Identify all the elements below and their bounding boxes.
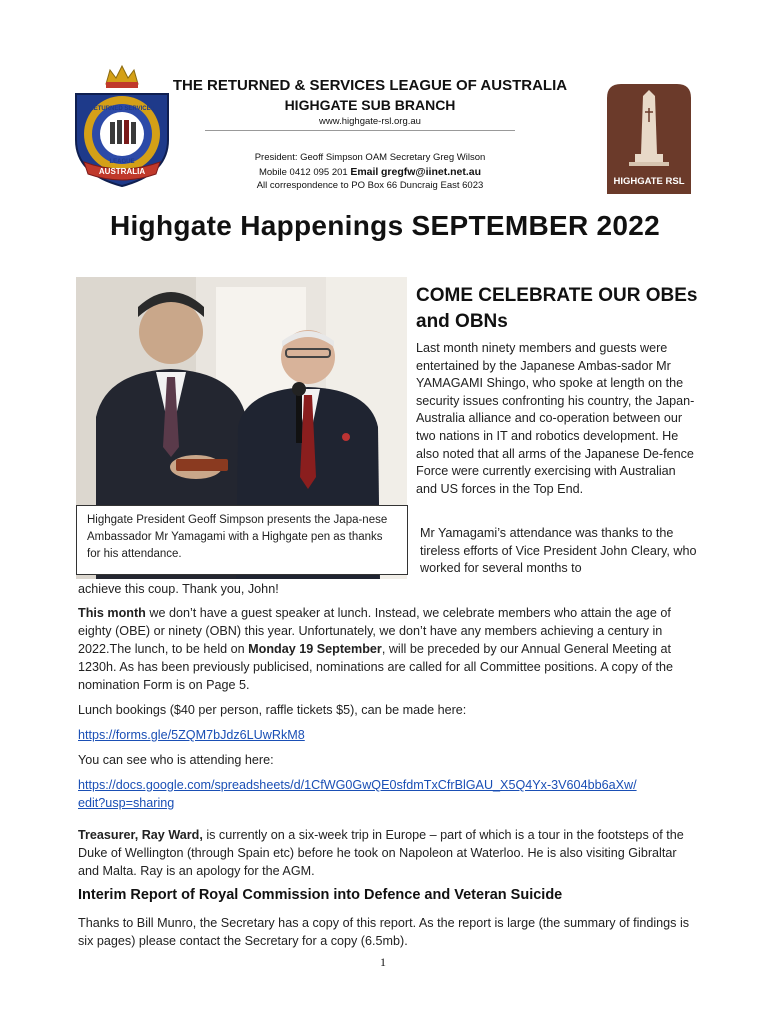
highgate-badge-label: HIGHGATE RSL [613,176,685,187]
mobile-text: Mobile 0412 095 201 [258,167,348,178]
email-label: Email [350,166,379,178]
royal-commission-heading: Interim Report of Royal Commission into Defence and Veteran Suicide [78,887,563,903]
this-month-lead: This month [78,606,146,620]
contact-line [150,165,590,180]
article-heading: COME CELEBRATE OUR OBEs and OBNs [416,285,698,332]
treasurer-lead: Treasurer, Ray Ward, [78,828,203,842]
header-divider [205,130,515,131]
correspondence-line: All correspondence to PO Box 66 Duncraig East 6023 [256,180,484,191]
treasurer-paragraph [78,826,698,880]
article-para-2: Mr Yamagami’s attendance was thanks to the tireless efforts of Vice President John Cleary, who worked for several months to [420,526,697,576]
rsl-banner-text: AUSTRALIA [98,167,146,176]
article-para-2-continued: achieve this coup. Thank you, John! [78,582,279,596]
bookings-link[interactable]: https://forms.gle/5ZQM7bJdz6LUwRkM8 [78,728,305,742]
bookings-text: Lunch bookings ($40 per person, raffle tickets $5), can be made here: [78,703,467,717]
photo-caption: Highgate President Geoff Simpson presents the Japa-nese Ambassador Mr Yamagami with a Highgate pen as thanks for his attendance. [87,514,388,560]
this-month-paragraph [78,604,698,694]
rsl-bottom-text: LEAGUE [109,159,135,165]
website-text: www.highgate-rsl.org.au [319,116,421,127]
highgate-rsl-logo [607,84,691,194]
officers-line: President: Geoff Simpson OAM Secretary Greg Wilson [254,152,486,163]
this-month-text-2: , will be preceded by our Annual General Meeting at 1230h. As has been previously publicised, nominations are called for all Committee positions. A copy of the nomination Form is on Page 5. [78,642,674,692]
this-month-text-1: we don’t have a guest speaker at lunch. Instead, we celebrate members who attain the age of eighty (OBE) or ninety (OBN) this year. Unfortunately, we don’t have any members achieving a century in 2022.The lunch, to be held on [78,606,671,656]
article-para-1: Last month ninety members and guests were entertained by the Japanese Ambas-sador Mr YAMAGAMI Shingo, who spoke at length on the security issues confronting his country, the Japan-Australia alliance and co-operation between our two nations in IT and robotics development. He also noted that all arms of the Japanese De-fence Force were currently exercising with Australian and US forces in the Top End. [416,341,695,496]
org-name: THE RETURNED & SERVICES LEAGUE OF AUSTRALIA [172,77,568,94]
page-number: 1 [380,955,386,969]
branch-name: HIGHGATE SUB BRANCH [284,97,456,113]
attending-link[interactable]: https://docs.google.com/spreadsheets/d/1CfWG0GwQE0sfdmTxCfrBlGAU_X5Q4Yx-3V604bb6aXw/edit?usp=sharing [78,778,637,810]
treasurer-text: is currently on a six-week trip in Europe – part of which is a tour in the footsteps of the Duke of Wellington (through Spain etc) before he took on Napoleon at Waterloo. He is also visiting Gibraltar and Malta. Ray is an apology for the AGM. [78,828,684,878]
royal-commission-text: Thanks to Bill Munro, the Secretary has a copy of this report. As the report is large (the summary of findings is six pages) please contact the Secretary for a copy (6.5mb). [78,916,690,948]
email-address: gregfw@iinet.net.au [380,166,482,178]
lunch-date: Monday 19 September [248,642,382,656]
attending-text: You can see who is attending here: [78,753,274,767]
rsl-top-text: RETURNED SERVICES [89,106,155,112]
newsletter-title: Highgate Happenings SEPTEMBER 2022 [109,210,661,241]
